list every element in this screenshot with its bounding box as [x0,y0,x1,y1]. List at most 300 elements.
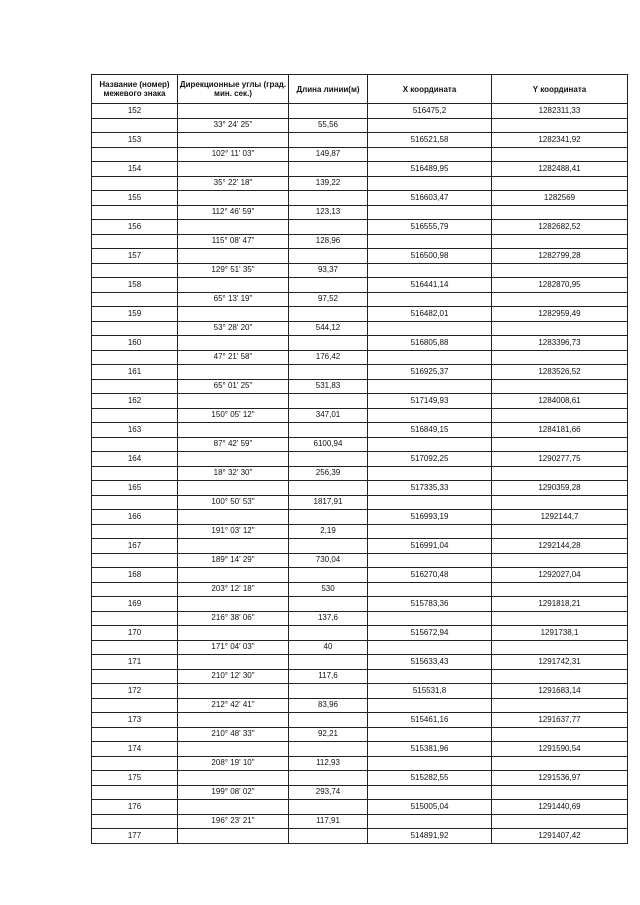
x-coordinate: 515531,8 [368,684,492,699]
empty-cell [289,394,368,409]
point-name: 177 [92,829,178,844]
empty-cell [368,292,492,307]
empty-cell [178,452,289,467]
bearing-angle: 203° 12' 18" [178,582,289,597]
bearing-angle: 102° 11' 03" [178,147,289,162]
table-row [92,568,628,583]
boundary-coordinates-table [91,74,628,844]
empty-cell [92,408,178,423]
empty-cell [178,742,289,757]
empty-cell [178,249,289,264]
empty-cell [92,118,178,133]
y-coordinate: 1292144,28 [492,539,628,554]
table-row [92,481,628,496]
y-coordinate: 1291637,77 [492,713,628,728]
empty-cell [289,278,368,293]
empty-cell [92,205,178,220]
bearing-angle: 189° 14' 29" [178,553,289,568]
y-coordinate: 1291683,14 [492,684,628,699]
empty-cell [178,191,289,206]
y-coordinate: 1291440,69 [492,800,628,815]
empty-cell [289,597,368,612]
bearing-angle: 210° 12' 30" [178,669,289,684]
point-name: 170 [92,626,178,641]
point-name: 156 [92,220,178,235]
x-coordinate: 515672,94 [368,626,492,641]
empty-cell [289,539,368,554]
empty-cell [492,176,628,191]
empty-cell [368,118,492,133]
empty-cell [178,336,289,351]
empty-cell [178,539,289,554]
line-length: 92,21 [289,727,368,742]
header-point-name: Название (номер) межевого знака [92,75,178,104]
y-coordinate: 1291738,1 [492,626,628,641]
empty-cell [492,437,628,452]
empty-cell [92,263,178,278]
table-row [92,655,628,670]
empty-cell [368,669,492,684]
empty-cell [178,655,289,670]
empty-cell [178,365,289,380]
point-name: 175 [92,771,178,786]
line-length: 117,6 [289,669,368,684]
empty-cell [492,814,628,829]
empty-cell [92,785,178,800]
empty-cell [92,495,178,510]
x-coordinate: 515783,36 [368,597,492,612]
point-name: 162 [92,394,178,409]
empty-cell [289,742,368,757]
table-row [92,626,628,641]
point-name: 176 [92,800,178,815]
table-row [92,466,628,481]
empty-cell [92,147,178,162]
x-coordinate: 515282,55 [368,771,492,786]
empty-cell [289,800,368,815]
y-coordinate: 1282799,28 [492,249,628,264]
empty-cell [368,785,492,800]
line-length: 117,91 [289,814,368,829]
x-coordinate: 516500,98 [368,249,492,264]
line-length: 128,96 [289,234,368,249]
empty-cell [289,191,368,206]
empty-cell [92,640,178,655]
line-length: 1817,91 [289,495,368,510]
empty-cell [178,394,289,409]
table-row [92,249,628,264]
empty-cell [289,771,368,786]
x-coordinate: 514891,92 [368,829,492,844]
table-row [92,510,628,525]
empty-cell [492,466,628,481]
empty-cell [492,582,628,597]
empty-cell [368,321,492,336]
point-name: 160 [92,336,178,351]
point-name: 158 [92,278,178,293]
empty-cell [492,756,628,771]
empty-cell [178,220,289,235]
empty-cell [368,727,492,742]
x-coordinate: 516991,04 [368,539,492,554]
bearing-angle: 53° 28' 20" [178,321,289,336]
header-line-length: Длина линии(м) [289,75,368,104]
empty-cell [289,133,368,148]
x-coordinate: 516993,19 [368,510,492,525]
table-row [92,684,628,699]
empty-cell [368,814,492,829]
y-coordinate: 1282682,52 [492,220,628,235]
table-row [92,800,628,815]
bearing-angle: 216° 38' 06" [178,611,289,626]
point-name: 163 [92,423,178,438]
line-length: 347,01 [289,408,368,423]
table-row [92,394,628,409]
table-row [92,365,628,380]
empty-cell [178,481,289,496]
empty-cell [289,481,368,496]
x-coordinate: 517092,25 [368,452,492,467]
table-row [92,771,628,786]
empty-cell [178,510,289,525]
empty-cell [492,640,628,655]
empty-cell [368,466,492,481]
y-coordinate: 1290277,75 [492,452,628,467]
table-row [92,176,628,191]
empty-cell [92,437,178,452]
line-length: 6100,94 [289,437,368,452]
table-row [92,829,628,844]
empty-cell [368,234,492,249]
empty-cell [92,582,178,597]
line-length: 97,52 [289,292,368,307]
table-row [92,307,628,322]
empty-cell [92,669,178,684]
empty-cell [289,626,368,641]
empty-cell [368,611,492,626]
bearing-angle: 115° 08' 47" [178,234,289,249]
point-name: 171 [92,655,178,670]
table-row [92,220,628,235]
empty-cell [492,292,628,307]
y-coordinate: 1292144,7 [492,510,628,525]
empty-cell [368,379,492,394]
table-row [92,727,628,742]
bearing-angle: 212° 42' 41" [178,698,289,713]
bearing-angle: 191° 03' 12" [178,524,289,539]
x-coordinate: 516805,88 [368,336,492,351]
empty-cell [289,713,368,728]
bearing-angle: 65° 01' 25" [178,379,289,394]
empty-cell [368,698,492,713]
y-coordinate: 1284181,66 [492,423,628,438]
y-coordinate: 1282569 [492,191,628,206]
table-row [92,379,628,394]
line-length: 40 [289,640,368,655]
empty-cell [178,307,289,322]
line-length: 139,22 [289,176,368,191]
table-row [92,350,628,365]
line-length: 137,6 [289,611,368,626]
y-coordinate: 1282870,95 [492,278,628,293]
table-row [92,321,628,336]
empty-cell [178,800,289,815]
bearing-angle: 47° 21' 58" [178,350,289,365]
empty-cell [368,147,492,162]
y-coordinate: 1290359,28 [492,481,628,496]
x-coordinate: 516521,58 [368,133,492,148]
bearing-angle: 87° 42' 59" [178,437,289,452]
empty-cell [289,452,368,467]
empty-cell [492,669,628,684]
empty-cell [492,118,628,133]
bearing-angle: 35° 22' 18" [178,176,289,191]
table-row [92,234,628,249]
empty-cell [289,829,368,844]
point-name: 152 [92,104,178,119]
empty-cell [178,597,289,612]
table-row [92,611,628,626]
line-length: 149,87 [289,147,368,162]
empty-cell [368,205,492,220]
y-coordinate: 1282341,92 [492,133,628,148]
empty-cell [368,350,492,365]
coordinates-sheet [91,74,627,844]
table-row [92,553,628,568]
x-coordinate: 515633,43 [368,655,492,670]
empty-cell [178,423,289,438]
point-name: 157 [92,249,178,264]
table-row [92,292,628,307]
line-length: 176,42 [289,350,368,365]
empty-cell [492,785,628,800]
point-name: 166 [92,510,178,525]
table-row [92,205,628,220]
empty-cell [492,698,628,713]
empty-cell [92,176,178,191]
line-length: 730,04 [289,553,368,568]
empty-cell [368,176,492,191]
table-row [92,278,628,293]
empty-cell [92,524,178,539]
empty-cell [289,510,368,525]
line-length: 112,93 [289,756,368,771]
line-length: 544,12 [289,321,368,336]
table-row [92,452,628,467]
empty-cell [368,408,492,423]
empty-cell [92,814,178,829]
y-coordinate: 1292027,04 [492,568,628,583]
empty-cell [289,423,368,438]
empty-cell [289,365,368,380]
table-row [92,133,628,148]
point-name: 159 [92,307,178,322]
x-coordinate: 516849,15 [368,423,492,438]
table-body [92,104,628,844]
y-coordinate: 1282959,49 [492,307,628,322]
empty-cell [92,350,178,365]
table-row [92,408,628,423]
point-name: 155 [92,191,178,206]
table-row [92,336,628,351]
empty-cell [289,336,368,351]
table-row [92,495,628,510]
table-row [92,423,628,438]
empty-cell [178,829,289,844]
line-length: 293,74 [289,785,368,800]
y-coordinate: 1291818,21 [492,597,628,612]
y-coordinate: 1284008,61 [492,394,628,409]
y-coordinate: 1291407,42 [492,829,628,844]
empty-cell [492,321,628,336]
empty-cell [368,495,492,510]
empty-cell [178,626,289,641]
empty-cell [178,162,289,177]
point-name: 164 [92,452,178,467]
x-coordinate: 515461,16 [368,713,492,728]
y-coordinate: 1282488,41 [492,162,628,177]
point-name: 172 [92,684,178,699]
table-row [92,597,628,612]
point-name: 173 [92,713,178,728]
point-name: 161 [92,365,178,380]
empty-cell [289,568,368,583]
empty-cell [492,147,628,162]
y-coordinate: 1283396,73 [492,336,628,351]
table-row [92,756,628,771]
x-coordinate: 516441,14 [368,278,492,293]
table-row [92,539,628,554]
empty-cell [492,234,628,249]
empty-cell [178,133,289,148]
empty-cell [492,553,628,568]
y-coordinate: 1291536,97 [492,771,628,786]
table-row [92,713,628,728]
line-length: 256,39 [289,466,368,481]
bearing-angle: 171° 04' 03" [178,640,289,655]
x-coordinate: 517149,93 [368,394,492,409]
empty-cell [289,307,368,322]
bearing-angle: 18° 32' 30" [178,466,289,481]
empty-cell [178,278,289,293]
x-coordinate: 517335,33 [368,481,492,496]
empty-cell [368,524,492,539]
empty-cell [92,727,178,742]
point-name: 154 [92,162,178,177]
empty-cell [289,162,368,177]
table-row [92,191,628,206]
table-row [92,104,628,119]
empty-cell [492,524,628,539]
point-name: 167 [92,539,178,554]
line-length: 93,37 [289,263,368,278]
bearing-angle: 210° 48' 33" [178,727,289,742]
x-coordinate: 516603,47 [368,191,492,206]
table-row [92,162,628,177]
bearing-angle: 33° 24' 25" [178,118,289,133]
empty-cell [368,553,492,568]
x-coordinate: 516475,2 [368,104,492,119]
x-coordinate: 516925,37 [368,365,492,380]
bearing-angle: 196° 23' 21" [178,814,289,829]
table-row [92,118,628,133]
empty-cell [178,104,289,119]
empty-cell [178,771,289,786]
empty-cell [289,655,368,670]
table-row [92,640,628,655]
x-coordinate: 516555,79 [368,220,492,235]
header-x-coordinate: X координата [368,75,492,104]
line-length: 530 [289,582,368,597]
empty-cell [492,205,628,220]
point-name: 168 [92,568,178,583]
bearing-angle: 150° 05' 12" [178,408,289,423]
empty-cell [368,756,492,771]
y-coordinate: 1291742,31 [492,655,628,670]
empty-cell [368,582,492,597]
empty-cell [92,466,178,481]
empty-cell [92,553,178,568]
table-row [92,147,628,162]
y-coordinate: 1291590,54 [492,742,628,757]
point-name: 153 [92,133,178,148]
table-row [92,263,628,278]
point-name: 165 [92,481,178,496]
x-coordinate: 516489,95 [368,162,492,177]
table-row [92,437,628,452]
empty-cell [492,350,628,365]
empty-cell [92,756,178,771]
bearing-angle: 65° 13' 19" [178,292,289,307]
empty-cell [492,408,628,423]
table-header-row [92,75,628,104]
bearing-angle: 100° 50' 53" [178,495,289,510]
empty-cell [178,684,289,699]
empty-cell [92,292,178,307]
table-row [92,742,628,757]
empty-cell [368,263,492,278]
empty-cell [289,220,368,235]
point-name: 169 [92,597,178,612]
empty-cell [492,379,628,394]
empty-cell [289,684,368,699]
bearing-angle: 112° 46' 59" [178,205,289,220]
empty-cell [178,568,289,583]
line-length: 55,56 [289,118,368,133]
empty-cell [492,727,628,742]
empty-cell [492,611,628,626]
y-coordinate: 1283526,52 [492,365,628,380]
empty-cell [92,234,178,249]
x-coordinate: 516482,01 [368,307,492,322]
line-length: 531,83 [289,379,368,394]
empty-cell [492,495,628,510]
header-bearing: Дирекционные углы (град. мин. сек.) [178,75,289,104]
bearing-angle: 199° 08' 02" [178,785,289,800]
x-coordinate: 515381,96 [368,742,492,757]
line-length: 123,13 [289,205,368,220]
table-row [92,698,628,713]
empty-cell [289,104,368,119]
empty-cell [492,263,628,278]
table-row [92,524,628,539]
table-row [92,669,628,684]
empty-cell [368,640,492,655]
x-coordinate: 516270,48 [368,568,492,583]
y-coordinate: 1282311,33 [492,104,628,119]
empty-cell [178,713,289,728]
empty-cell [92,611,178,626]
